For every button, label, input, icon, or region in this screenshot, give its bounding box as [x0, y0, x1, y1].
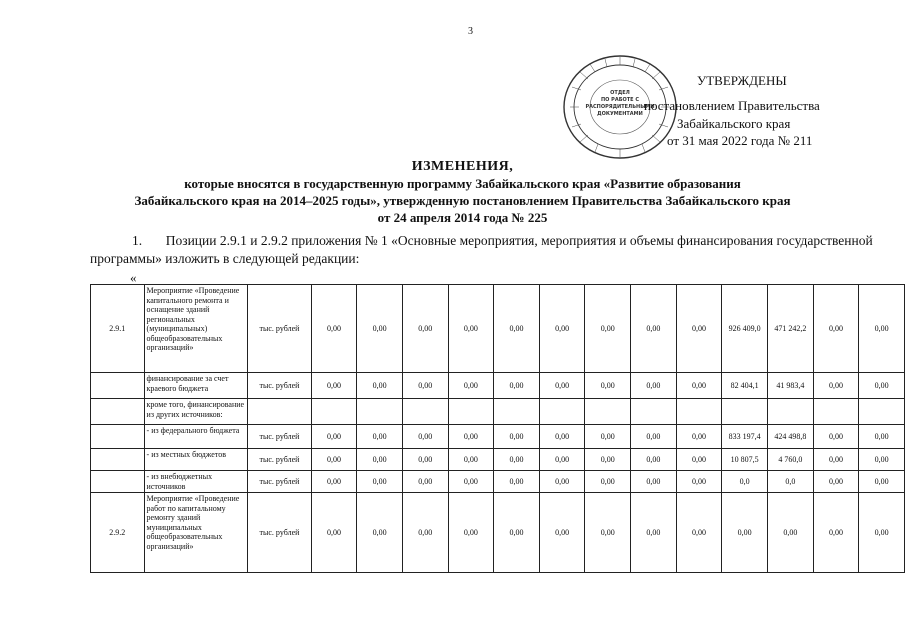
approval-line: постановлением Правительства	[644, 98, 820, 113]
value-cell: 0,00	[676, 425, 722, 449]
svg-text:ПО РАБОТЕ С: ПО РАБОТЕ С	[600, 97, 640, 103]
title-line: Забайкальского края на 2014–2025 годы», утвержденную постановлением Правительства Забайкальского края	[134, 193, 791, 208]
value-cell	[859, 399, 905, 425]
value-cell	[357, 399, 403, 425]
approval-line: Забайкальского края	[677, 116, 791, 131]
value-cell	[494, 399, 540, 425]
unit-cell: тыс. рублей	[248, 471, 312, 493]
body-paragraph: 1. Позиции 2.9.1 и 2.9.2 приложения № 1 «Основные мероприятия, мероприятия и объемы финансирования государственной программы» изложить в следующей редакции:	[90, 233, 873, 266]
value-cell: 0,00	[676, 373, 722, 399]
value-cell: 0,00	[631, 373, 677, 399]
svg-text:ДОКУМЕНТАМИ: ДОКУМЕНТАМИ	[597, 111, 643, 117]
value-cell: 0,00	[311, 425, 357, 449]
value-cell: 0,00	[402, 425, 448, 449]
value-cell	[813, 399, 859, 425]
value-cell	[631, 399, 677, 425]
table-row	[91, 449, 905, 471]
value-cell: 0,00	[357, 425, 403, 449]
value-cell	[768, 399, 814, 425]
value-cell: 0,00	[448, 471, 494, 493]
value-cell	[722, 399, 768, 425]
value-cell: 0,00	[448, 449, 494, 471]
value-cell: 0,00	[859, 493, 905, 573]
value-cell: 0,00	[631, 449, 677, 471]
financing-table	[90, 284, 905, 573]
unit-cell: тыс. рублей	[248, 373, 312, 399]
value-cell: 0,00	[676, 285, 722, 373]
value-cell: 0,00	[311, 449, 357, 471]
title-line: которые вносятся в государственную программу Забайкальского края «Развитие образования	[184, 176, 741, 191]
value-cell: 0,00	[448, 285, 494, 373]
unit-cell: тыс. рублей	[248, 449, 312, 471]
value-cell: 0,00	[813, 285, 859, 373]
value-cell: 0,00	[631, 471, 677, 493]
value-cell: 0,00	[357, 471, 403, 493]
value-cell: 0,00	[402, 449, 448, 471]
value-cell: 10 807,5	[722, 449, 768, 471]
table-row	[91, 425, 905, 449]
value-cell: 0,00	[494, 285, 540, 373]
value-cell: 0,00	[722, 493, 768, 573]
value-cell: 0,00	[859, 471, 905, 493]
value-cell: 0,00	[539, 425, 585, 449]
value-cell: 0,00	[494, 449, 540, 471]
title-heading: ИЗМЕНЕНИЯ,	[411, 159, 514, 174]
table-row	[91, 493, 905, 573]
value-cell: 0,00	[402, 373, 448, 399]
value-cell: 0,00	[585, 471, 631, 493]
value-cell: 0,00	[631, 285, 677, 373]
value-cell: 0,00	[539, 449, 585, 471]
value-cell: 0,00	[311, 493, 357, 573]
value-cell: 0,00	[357, 449, 403, 471]
value-cell: 0,00	[859, 373, 905, 399]
value-cell: 0,00	[539, 373, 585, 399]
value-cell: 0,00	[494, 373, 540, 399]
unit-cell	[248, 399, 312, 425]
page-number: 3	[468, 26, 473, 37]
value-cell: 0,0	[768, 471, 814, 493]
value-cell: 0,00	[494, 493, 540, 573]
unit-cell: тыс. рублей	[248, 285, 312, 373]
value-cell: 41 983,4	[768, 373, 814, 399]
value-cell	[585, 399, 631, 425]
value-cell: 0,00	[539, 471, 585, 493]
value-cell: 0,00	[813, 493, 859, 573]
value-cell: 0,00	[585, 285, 631, 373]
value-cell: 0,00	[448, 373, 494, 399]
value-cell: 0,00	[631, 425, 677, 449]
table-row	[91, 285, 905, 373]
value-cell: 833 197,4	[722, 425, 768, 449]
value-cell: 82 404,1	[722, 373, 768, 399]
value-cell: 0,00	[859, 285, 905, 373]
value-cell: 0,00	[402, 493, 448, 573]
value-cell: 0,00	[585, 493, 631, 573]
value-cell: 424 498,8	[768, 425, 814, 449]
row-name-cell: - из внебюджетных источников	[144, 471, 248, 493]
value-cell	[676, 399, 722, 425]
value-cell: 471 242,2	[768, 285, 814, 373]
approval-heading: УТВЕРЖДЕНЫ	[697, 73, 787, 88]
svg-text:ОТДЕЛ: ОТДЕЛ	[610, 90, 630, 96]
value-cell: 0,00	[357, 373, 403, 399]
value-cell	[448, 399, 494, 425]
value-cell: 0,00	[539, 493, 585, 573]
value-cell: 0,00	[357, 493, 403, 573]
open-quote: «	[130, 270, 137, 285]
value-cell	[311, 399, 357, 425]
value-cell: 0,00	[494, 425, 540, 449]
value-cell	[539, 399, 585, 425]
value-cell: 0,00	[585, 373, 631, 399]
row-number-cell	[91, 449, 145, 471]
row-number-cell	[91, 399, 145, 425]
value-cell: 0,00	[448, 425, 494, 449]
row-number-cell	[91, 425, 145, 449]
svg-text:РАСПОРЯДИТЕЛЬНЫМИ: РАСПОРЯДИТЕЛЬНЫМИ	[585, 104, 655, 110]
value-cell: 0,00	[813, 471, 859, 493]
row-number-cell: 2.9.1	[91, 285, 145, 373]
value-cell: 926 409,0	[722, 285, 768, 373]
value-cell: 0,00	[859, 449, 905, 471]
value-cell: 0,00	[768, 493, 814, 573]
value-cell: 4 760,0	[768, 449, 814, 471]
table-row	[91, 373, 905, 399]
row-name-cell: - из федерального бюджета	[144, 425, 248, 449]
value-cell: 0,00	[402, 285, 448, 373]
row-name-cell: кроме того, финансирование из других источников:	[144, 399, 248, 425]
value-cell: 0,00	[448, 493, 494, 573]
value-cell: 0,00	[813, 373, 859, 399]
value-cell	[402, 399, 448, 425]
value-cell: 0,00	[585, 449, 631, 471]
row-number-cell: 2.9.2	[91, 493, 145, 573]
title-line: от 24 апреля 2014 года № 225	[377, 210, 548, 225]
value-cell: 0,00	[585, 425, 631, 449]
unit-cell: тыс. рублей	[248, 493, 312, 573]
row-name-cell: - из местных бюджетов	[144, 449, 248, 471]
row-name-cell: Мероприятие «Проведение работ по капитальному ремонту зданий муниципальных общеобразовательных организаций»	[144, 493, 248, 573]
row-number-cell	[91, 373, 145, 399]
value-cell: 0,00	[539, 285, 585, 373]
value-cell: 0,00	[631, 493, 677, 573]
approval-line: от 31 мая 2022 года № 211	[667, 133, 813, 148]
table-row	[91, 399, 905, 425]
value-cell: 0,00	[676, 493, 722, 573]
value-cell: 0,0	[722, 471, 768, 493]
value-cell: 0,00	[311, 471, 357, 493]
row-name-cell: Мероприятие «Проведение капитального ремонта и оснащение зданий региональных (муниципальных) общеобразовательных организаций»	[144, 285, 248, 373]
value-cell: 0,00	[311, 373, 357, 399]
value-cell: 0,00	[859, 425, 905, 449]
row-name-cell: финансирование за счет краевого бюджета	[144, 373, 248, 399]
value-cell: 0,00	[494, 471, 540, 493]
value-cell: 0,00	[676, 449, 722, 471]
table-row	[91, 471, 905, 493]
row-number-cell	[91, 471, 145, 493]
value-cell: 0,00	[813, 425, 859, 449]
unit-cell: тыс. рублей	[248, 425, 312, 449]
value-cell: 0,00	[676, 471, 722, 493]
value-cell: 0,00	[311, 285, 357, 373]
document-title	[40, 158, 885, 226]
value-cell: 0,00	[813, 449, 859, 471]
value-cell: 0,00	[357, 285, 403, 373]
value-cell: 0,00	[402, 471, 448, 493]
